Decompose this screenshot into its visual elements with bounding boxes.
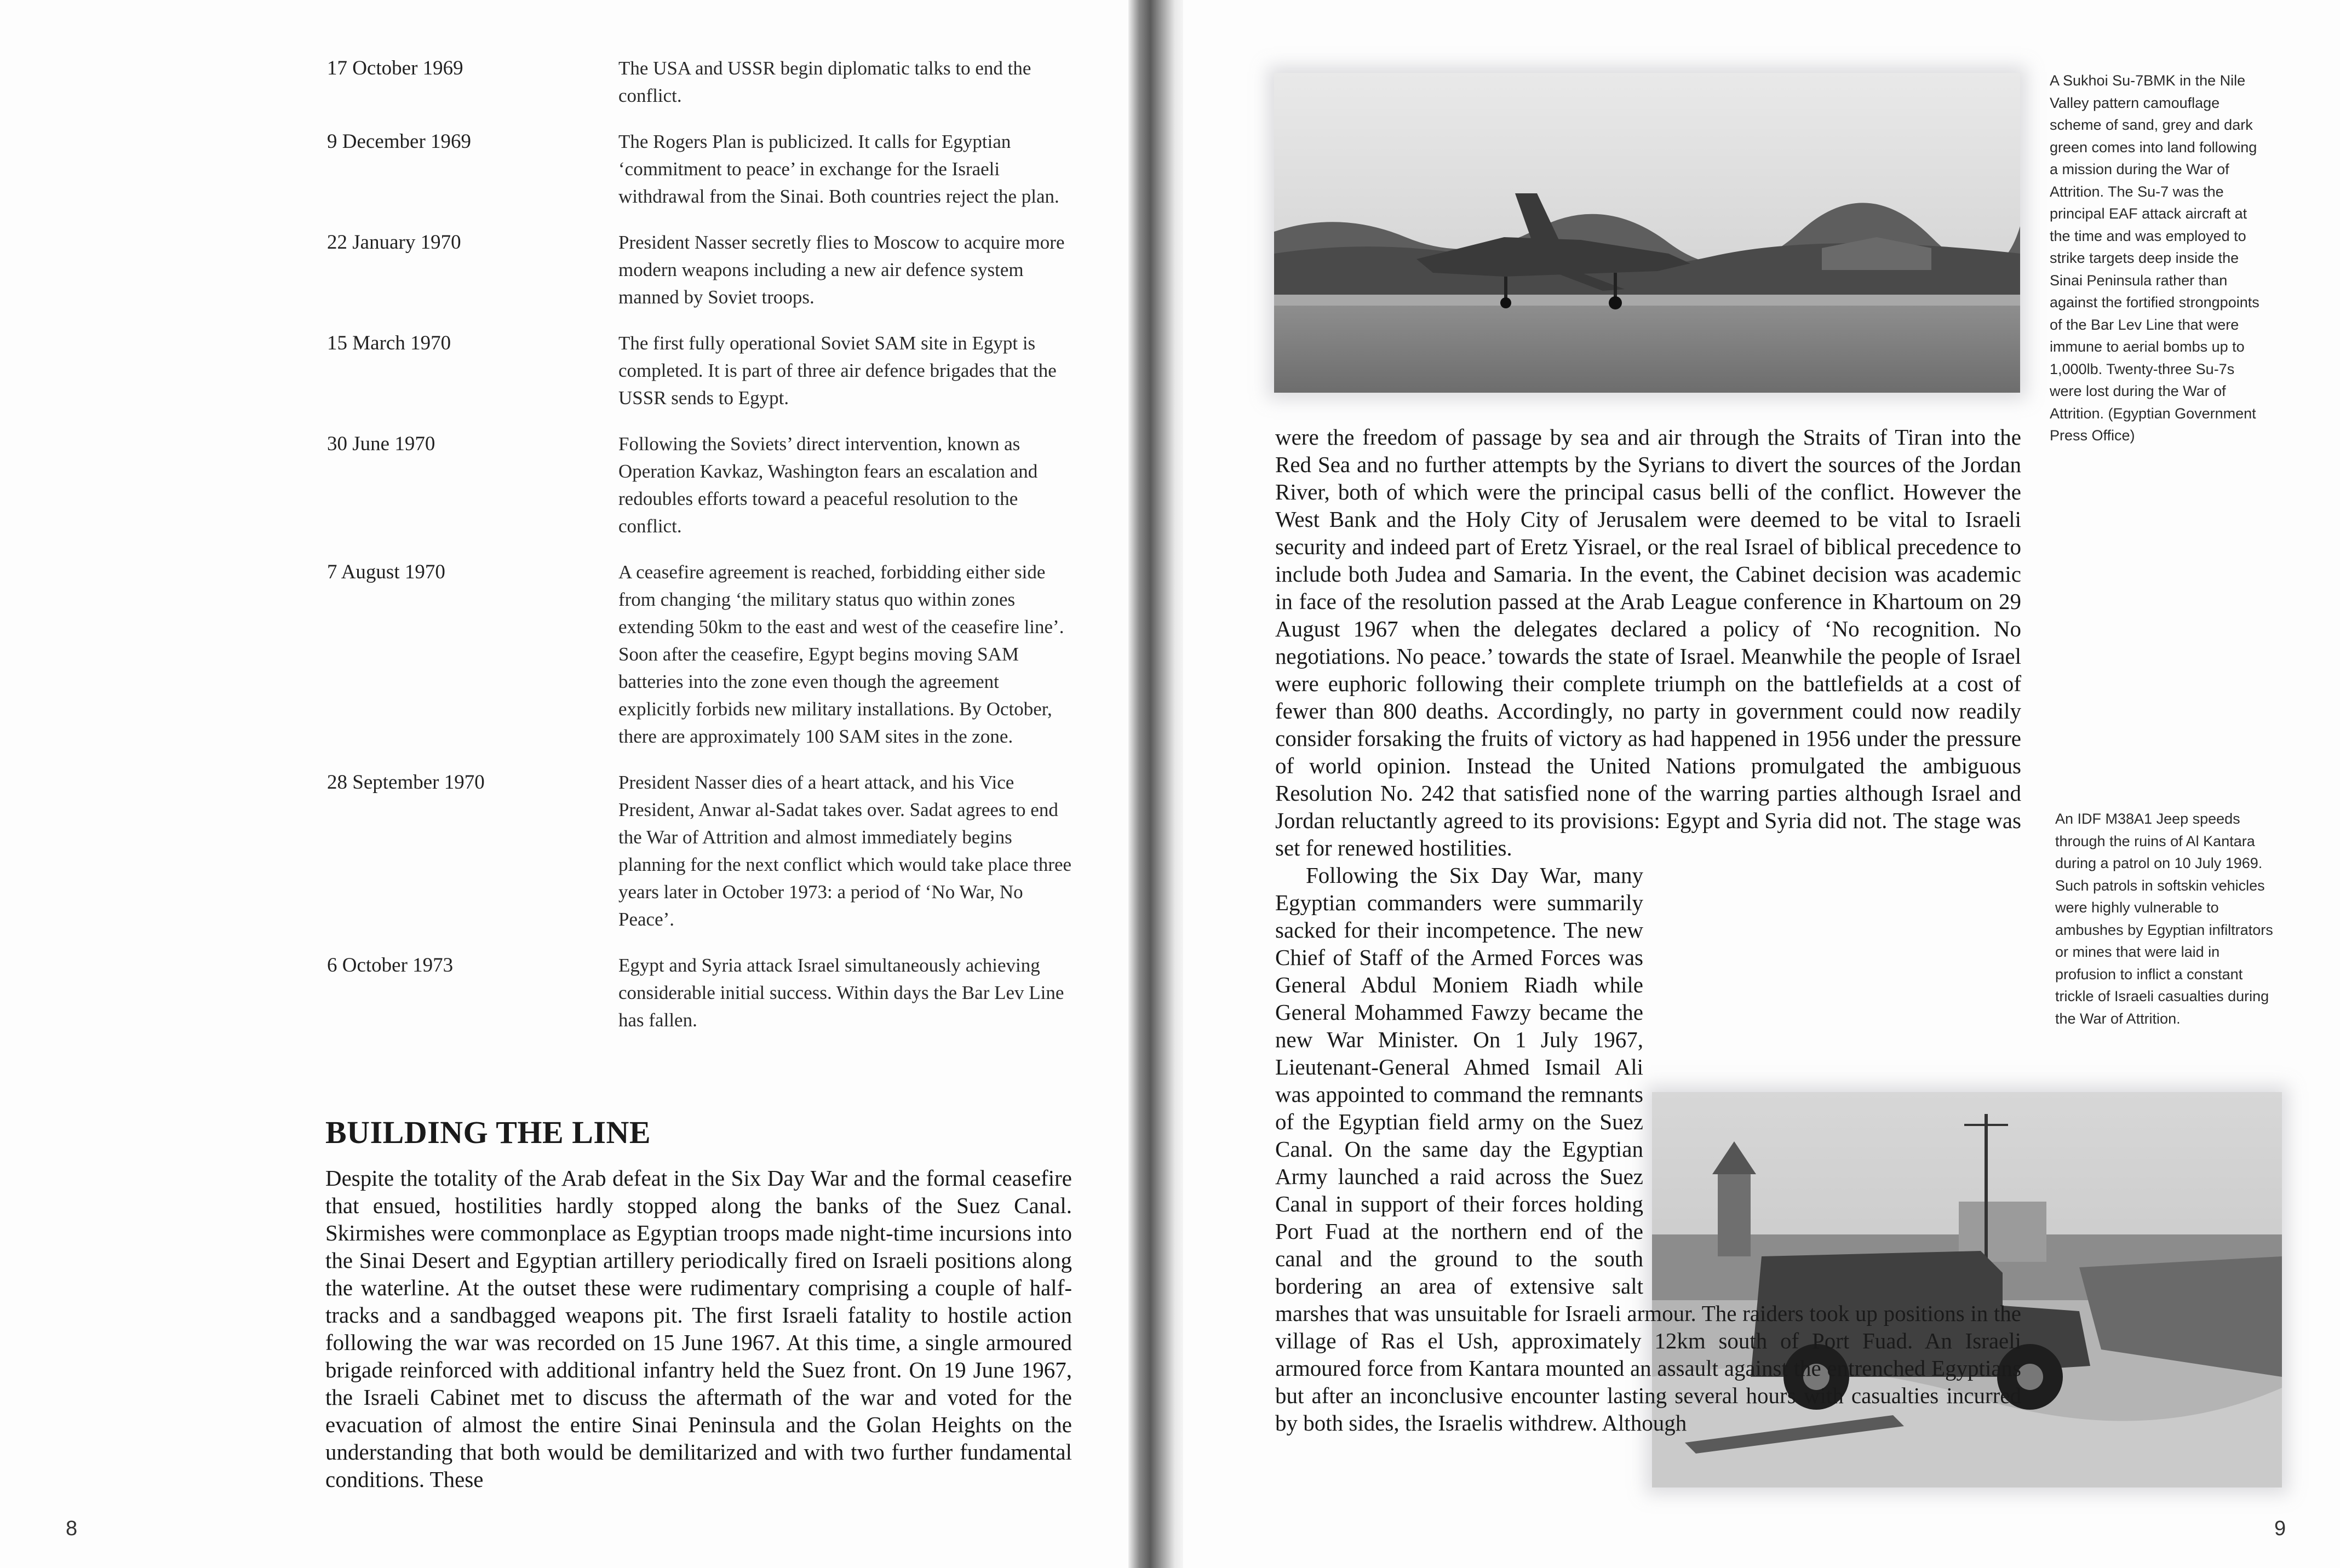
body-paragraph: were the freedom of passage by sea and air through the Straits of Tiran into the Red Sea and no further attempts by the Syrians to divert the sources of the Jordan River, both of which were the principal casus belli of the conflict. However the West Bank and the Holy City of Jerusalem were deemed to be vital to Israeli security and indeed part of Eretz Yisrael, or the real Israel of biblical precedence to include both Judea and Samaria. In the event, the Cabinet decision was academic in face of the resolution passed at the Arab League conference in Khartoum on 29 August 1967 when the delegates declared a policy of ‘No recognition. No negotiations. No peace.’ towards the state of Israel. Meanwhile the people of Israel were euphoric following their complete triumph on the battlefields at a cost of fewer than 800 deaths. Accordingly, no party in government could now readily consider forsaking the fruits of victory as had happened in 1956 under the pressure of world opinion. Instead the United Nations promulgated the ambiguous Resolution No. 242 that satisfied none of the warring parties although Israel and Jordan reluctantly agreed to its provisions: Egypt and Syria did not. The stage was set for renewed hostilities. [1275,424,2021,860]
timeline-text: The USA and USSR begin diplomatic talks to end the conflict. [618,58,1031,106]
page-number-right: 9 [2274,1517,2286,1540]
body-text-left: Despite the totality of the Arab defeat in the Six Day War and the formal ceasefire that ensued, hostilities hardly stopped along the banks of the Suez Canal. Skirmishes were commonplace as Egyptian troops made night-time incursions into the Sinai Desert and Egyptian artillery periodically fired on Israeli positions along the waterline. At the outset these were rudimentary comprising a couple of half-tracks and a sandbagged weapons pit. The first Israeli fatality to hostile action following the war was recorded on 15 June 1967. At this time, a single armoured brigade reinforced with additional infantry held the Suez front. On 19 June 1967, the Israeli Cabinet met to discuss the aftermath of the war and voted for the evacuation of almost the entire Sinai Peninsula and the Golan Heights on the understanding that both would be demilitarized and with two further fundamental conditions. These [325,1165,1072,1492]
timeline-date: 17 October 1969 [327,57,463,79]
timeline-date: 15 March 1970 [327,332,451,354]
timeline-text: President Nasser secretly flies to Moscow to acquire more modern weapons including a new air defence system manned by Soviet troops. [618,232,1065,308]
timeline-text: The first fully operational Soviet SAM site in Egypt is completed. It is part of three air defence brigades that the USSR sends to Egypt. [618,332,1057,409]
photo-su7-aircraft [1274,73,2020,393]
body-text-right [1275,423,2021,1437]
timeline-entry [327,229,1072,311]
timeline-text: Following the Soviets’ direct intervention, known as Operation Kavkaz, Washington fears an escalation and redoubles efforts toward a peaceful resolution to the conflict. [618,433,1038,537]
left-page [0,0,1128,1568]
page-number-left: 8 [66,1517,78,1540]
timeline-entry [327,55,1072,110]
timeline-date: 7 August 1970 [327,561,445,583]
timeline-entry [327,559,1072,750]
timeline-date: 28 September 1970 [327,771,485,794]
section-heading: BUILDING THE LINE [325,1115,651,1150]
photo-wrap-space [1660,861,2021,1278]
timeline [327,55,1072,1053]
timeline-text: Egypt and Syria attack Israel simultaneously achieving considerable initial success. Within days the Bar Lev Line has fallen. [618,955,1064,1031]
timeline-entry [327,769,1072,933]
book-gutter [1128,0,1183,1568]
aircraft-photo-image [1274,73,2020,393]
timeline-entry [327,430,1072,540]
caption-jeep-photo: An IDF M38A1 Jeep speeds through the ruins of Al Kantara during a patrol on 10 July 1969. Such patrols in softskin vehicles were highly vulnerable to ambushes by Egyptian infiltrators or mines that were laid in profusion to inflict a constant trickle of Israeli casualties during the War of Attrition. [2055,811,2273,1027]
timeline-entry [327,330,1072,412]
timeline-date: 9 December 1969 [327,130,472,153]
caption-aircraft-photo: A Sukhoi Su-7BMK in the Nile Valley pattern camouflage scheme of sand, grey and dark green comes into land following a mission during the War of Attrition. The Su-7 was the principal EAF attack aircraft at the time and was employed to strike targets deep inside the Sinai Peninsula rather than against the fortified strongpoints of the Bar Lev Line that were immune to aerial bombs up to 1,000lb. Twenty-three Su-7s were lost during the War of Attrition. (Egyptian Government Press Office) [2050,72,2259,444]
timeline-date: 6 October 1973 [327,954,454,977]
timeline-date: 22 January 1970 [327,231,461,254]
timeline-entry [327,128,1072,210]
timeline-text: A ceasefire agreement is reached, forbidding either side from changing ‘the military status quo within zones extending 50km to the east and west of the ceasefire line’. Soon after the ceasefire, Egypt begins moving SAM batteries into the zone even though the agreement explicitly forbids new military installations. By October, there are approximately 100 SAM sites in the zone. [618,561,1064,747]
timeline-date: 30 June 1970 [327,433,435,455]
timeline-text: President Nasser dies of a heart attack, and his Vice President, Anwar al-Sadat takes over. Sadat agrees to end the War of Attrition and almost immediately begins planning for the next conflict which would take place three years later in October 1973: a period of ‘No War, No Peace’. [618,772,1072,930]
timeline-text: The Rogers Plan is publicized. It calls for Egyptian ‘commitment to peace’ in exchange for the Israeli withdrawal from the Sinai. Both countries reject the plan. [618,131,1059,207]
body-paragraph: Following the Six Day War, many Egyptian commanders were summarily sacked for their incompetence. The new Chief of Staff of the Armed Forces was General Abdul Moniem Riadh while General Mohammed Fawzy became the new War Minister. On 1 July 1967, Lieutenant-General Ahmed Ismail Ali was appointed to command the remnants of the Egyptian field army on the Suez Canal. On the same day the Egyptian Army launched a raid across the Suez Canal in support of their forces holding Port Fuad at the northern end of the canal and the ground to the south bordering an area of extensive salt marshes that was unsuitable for Israeli armour. The raiders took up positions in the village of Ras el Ush, approximately 12km south of Port Fuad. An Israeli armoured force from Kantara mounted an assault against the entrenched Egyptians but after an inconclusive encounter lasting several hours with casualties incurred by both sides, the Israelis withdrew. Although [1275,863,2021,1435]
timeline-entry [327,952,1072,1034]
